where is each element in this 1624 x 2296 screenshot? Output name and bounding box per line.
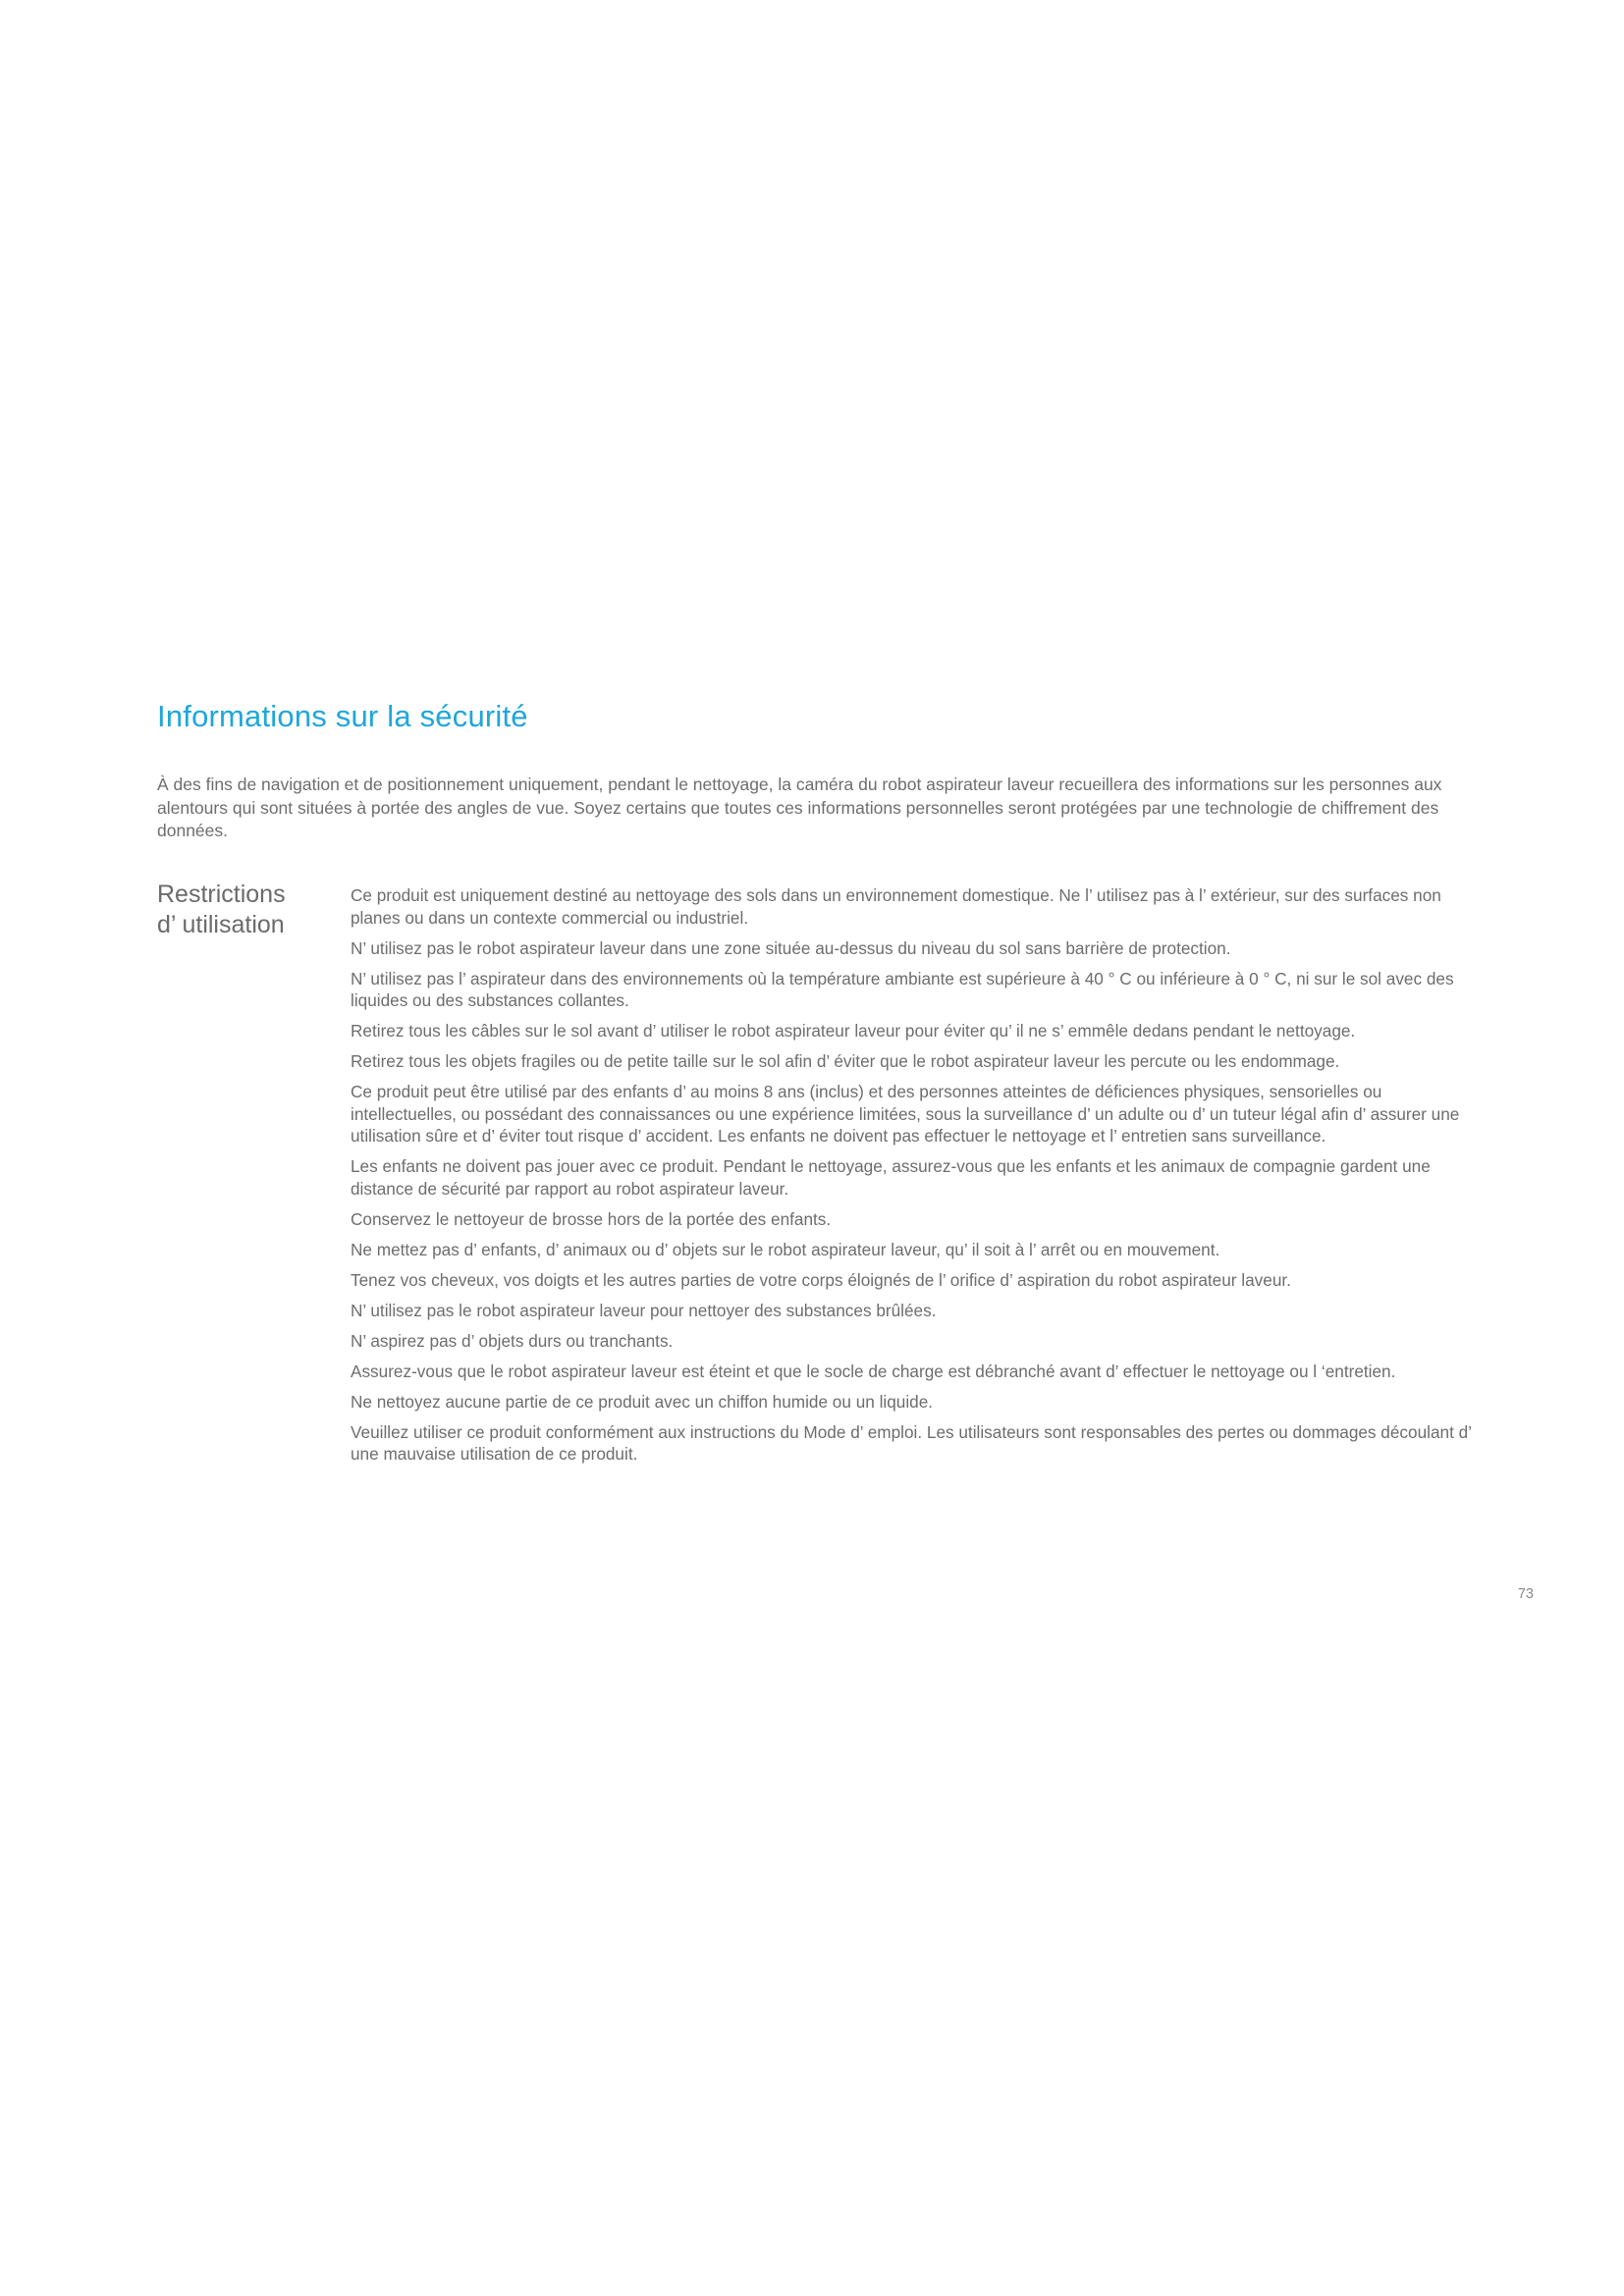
restriction-item: Retirez tous les câbles sur le sol avant d’ utiliser le robot aspirateur laveur pour éviter qu’ il ne s’ emmêle dedans pendant le nettoyage. [351,1021,1356,1041]
restriction-item: Veuillez utiliser ce produit conformément aux instructions du Mode d’ emploi. Les utilisateurs sont responsables des pertes ou dommages découlant d’ une mauvaise utilisation de ce produit. [351,1421,1472,1464]
page-number: 73 [1517,1586,1534,1602]
restriction-item: N’ utilisez pas le robot aspirateur laveur pour nettoyer des substances brûlées. [351,1300,937,1320]
restriction-item: Ne mettez pas d’ enfants, d’ animaux ou d’ objets sur le robot aspirateur laveur, qu’ il soit à l’ arrêt ou en mouvement. [351,1239,1220,1259]
section-heading-line2: d’ utilisation [157,911,285,938]
section-heading [157,880,344,940]
restriction-item: N’ aspirez pas d’ objets durs ou tranchants. [351,1330,674,1351]
restriction-item: Ce produit peut être utilisé par des enfants d’ au moins 8 ans (inclus) et des personnes atteintes de déficiences physiques, sensorielles ou intellectuelles, ou possédant des connaissances ou une expérience limitées, sous la surveillance d’ un adulte ou d’ un tuteur légal afin d’ assurer une utilisation sûre et d’ éviter tout risque d’ accident. Les enfants ne doivent pas effectuer le nettoyage et l’ entretien sans surveillance. [351,1082,1460,1146]
restriction-item: Tenez vos cheveux, vos doigts et les autres parties de votre corps éloignés de l’ orifice d’ aspiration du robot aspirateur laveur. [351,1269,1291,1290]
restriction-item: Assurez-vous que le robot aspirateur laveur est éteint et que le socle de charge est débranché avant d’ effectuer le nettoyage ou l ‘entretien. [351,1361,1396,1381]
restrictions-list [351,884,1491,1473]
restriction-item: Ce produit est uniquement destiné au nettoyage des sols dans un environnement domestique. Ne l’ utilisez pas à l’ extérieur, sur des surfaces non planes ou dans un contexte commercial ou industriel. [351,885,1441,928]
intro-paragraph: À des fins de navigation et de positionnement uniquement, pendant le nettoyage, la caméra du robot aspirateur laveur recueillera des informations sur les personnes aux alentours qui sont situées à portée des angles de vue. Soyez certains que toutes ces informations personnelles seront protégées par une technologie de chiffrement des données. [157,774,1442,840]
section-heading-line1: Restrictions [157,881,286,908]
restriction-item: Les enfants ne doivent pas jouer avec ce produit. Pendant le nettoyage, assurez-vous que les enfants et les animaux de compagnie gardent une distance de sécurité par rapport au robot aspirateur laveur. [351,1156,1431,1199]
restriction-item: Conservez le nettoyeur de brosse hors de la portée des enfants. [351,1208,832,1229]
restriction-item: N’ utilisez pas l’ aspirateur dans des environnements où la température ambiante est supérieure à 40 ° C ou inférieure à 0 ° C, ni sur le sol avec des liquides ou des substances collantes. [351,968,1454,1010]
restriction-item: Retirez tous les objets fragiles ou de petite taille sur le sol afin d’ éviter que le robot aspirateur laveur les percute ou les endommage. [351,1051,1340,1071]
restriction-item: N’ utilisez pas le robot aspirateur laveur dans une zone située au-dessus du niveau du sol sans barrière de protection. [351,937,1231,958]
restriction-item: Ne nettoyez aucune partie de ce produit avec un chiffon humide ou un liquide. [351,1391,934,1412]
page-title: Informations sur la sécurité [157,699,528,733]
